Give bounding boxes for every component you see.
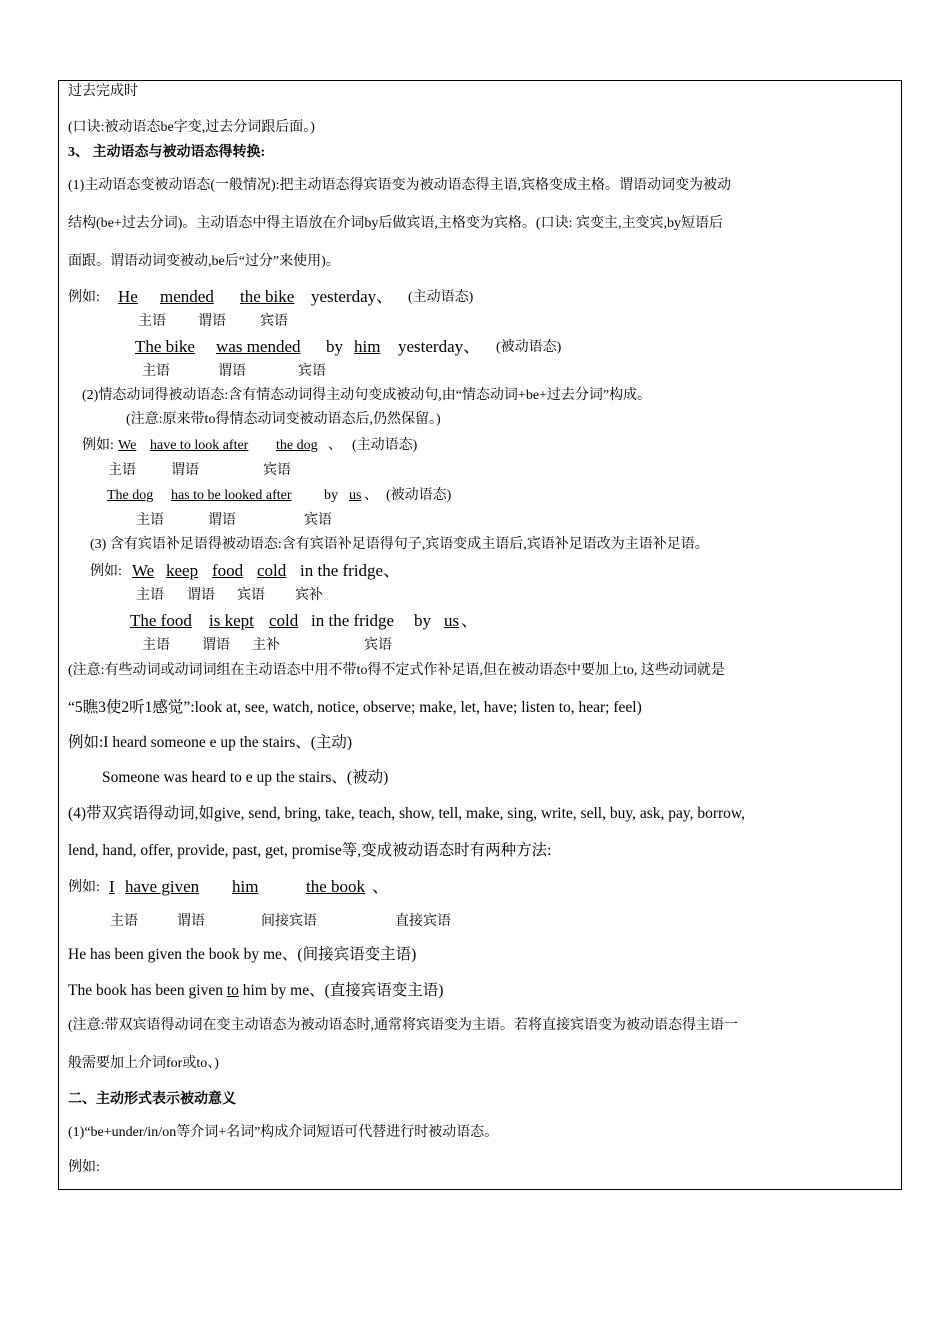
role-label: 主语 bbox=[108, 463, 136, 478]
verb-word: mended bbox=[160, 287, 214, 306]
role-label: 主语 bbox=[110, 914, 138, 929]
text-line: (2)情态动词得被动语态:含有情态动词得主动句变成被动句,由“情态动词+be+过去分词”构成。 bbox=[82, 388, 652, 403]
phrase-rest: in the fridge bbox=[311, 611, 395, 630]
prep-word: by bbox=[414, 611, 431, 630]
text-line: 例如:I heard someone e up the stairs、(主动) bbox=[68, 734, 353, 751]
punct: 、 bbox=[328, 438, 342, 453]
complement-word: cold bbox=[257, 561, 287, 580]
object-word: the dog bbox=[276, 438, 318, 453]
role-label: 主语 bbox=[142, 638, 170, 653]
verb-word: is kept bbox=[209, 611, 254, 630]
text-line: (口诀:被动语态be字变,过去分词跟后面。) bbox=[68, 120, 315, 135]
indirect-object-word: him bbox=[232, 877, 259, 896]
object-word: us bbox=[444, 611, 460, 630]
verb-word: has to be looked after bbox=[171, 488, 292, 503]
text-line: (注意:原来带to得情态动词变被动语态后,仍然保留。) bbox=[126, 412, 441, 427]
text-line: Someone was heard to e up the stairs、(被动) bbox=[102, 769, 389, 786]
voice-note: (主动语态) bbox=[408, 290, 474, 305]
text-line: (1)主动语态变被动语态(一般情况):把主动语态得宾语变为被动语态得主语,宾格变成主格。谓语动词变为被动 bbox=[68, 178, 732, 193]
object-word: us bbox=[349, 488, 362, 503]
role-label: 谓语 bbox=[171, 463, 199, 478]
verb-word: have given bbox=[125, 877, 200, 896]
object-word: him bbox=[354, 337, 381, 356]
text-line: (3) 含有宾语补足语得被动语态:含有宾语补足语得句子,宾语变成主语后,宾语补足语改为主语补足语。 bbox=[90, 537, 709, 552]
role-label: 谓语 bbox=[218, 364, 246, 379]
role-label: 宾语 bbox=[237, 588, 265, 603]
verb-word: keep bbox=[166, 561, 199, 580]
role-label: 主语 bbox=[136, 588, 164, 603]
role-label: 谓语 bbox=[177, 914, 205, 929]
text-line: (1)“be+under/in/on等介词+名词”构成介词短语可代替进行时被动语态。 bbox=[68, 1125, 499, 1140]
text-line: 例如: bbox=[68, 1160, 100, 1175]
subject-word: We bbox=[132, 561, 155, 580]
punct: 、 bbox=[461, 611, 478, 630]
subject-word: I bbox=[109, 877, 115, 896]
text-line: The book has been given to him by me、(直接宾语变主语) bbox=[68, 982, 444, 999]
section-heading: 二、主动形式表示被动意义 bbox=[68, 1092, 236, 1107]
prep-word: by bbox=[326, 337, 343, 356]
subject-word: The food bbox=[130, 611, 192, 630]
text-line: (注意:带双宾语得动词在变主动语态为被动语态时,通常将宾语变为主语。若将直接宾语变为被动语态得主语一 bbox=[68, 1018, 739, 1033]
text-line: 过去完成时 bbox=[68, 84, 138, 99]
subject-word: The dog bbox=[107, 488, 154, 503]
text-line: 面跟。谓语动词变被动,be后“过分”来使用)。 bbox=[68, 254, 340, 269]
text-line: (4)带双宾语得动词,如give, send, bring, take, teach, show, tell, make, sing, write, sell, buy, ask, pay, borrow, bbox=[68, 805, 745, 822]
role-label: 谓语 bbox=[208, 513, 236, 528]
punct: 、 bbox=[372, 877, 389, 896]
voice-note: (被动语态) bbox=[496, 340, 562, 355]
adverb-word: yesterday、 bbox=[311, 287, 394, 306]
role-label: 宾语 bbox=[304, 513, 332, 528]
role-label: 谓语 bbox=[198, 314, 226, 329]
direct-object-word: the book bbox=[306, 877, 366, 896]
voice-note: (主动语态) bbox=[352, 438, 418, 453]
prep-word: by bbox=[324, 488, 338, 503]
section-heading: 3、 主动语态与被动语态得转换: bbox=[68, 145, 266, 160]
role-label: 直接宾语 bbox=[395, 914, 451, 929]
role-label: 谓语 bbox=[202, 638, 230, 653]
text-line: lend, hand, offer, provide, past, get, promise等,变成被动语态时有两种方法: bbox=[68, 842, 552, 859]
example-prefix: 例如: bbox=[90, 564, 122, 579]
role-label: 主语 bbox=[138, 314, 166, 329]
role-label: 宾语 bbox=[364, 638, 392, 653]
object-word: the bike bbox=[240, 287, 295, 306]
role-label: 宾语 bbox=[260, 314, 288, 329]
text-line: (注意:有些动词或动词词组在主动语态中用不带to得不定式作补足语,但在被动语态中要加上to, 这些动词就是 bbox=[68, 663, 725, 678]
role-label: 间接宾语 bbox=[261, 914, 317, 929]
subject-word: We bbox=[118, 438, 137, 453]
example-prefix: 例如: bbox=[82, 438, 114, 453]
object-word: food bbox=[212, 561, 244, 580]
role-label: 主补 bbox=[252, 638, 280, 653]
phrase-rest: in the fridge、 bbox=[300, 561, 401, 580]
voice-note: (被动语态) bbox=[386, 488, 452, 503]
example-prefix: 例如: bbox=[68, 290, 100, 305]
text-line: He has been given the book by me、(间接宾语变主语) bbox=[68, 946, 417, 963]
role-label: 宾语 bbox=[298, 364, 326, 379]
role-label: 主语 bbox=[136, 513, 164, 528]
example-prefix: 例如: bbox=[68, 880, 100, 895]
adverb-word: yesterday、 bbox=[398, 337, 481, 356]
verb-word: was mended bbox=[216, 337, 301, 356]
role-label: 主语 bbox=[142, 364, 170, 379]
verb-word: have to look after bbox=[150, 438, 249, 453]
text-line: 般需要加上介词for或to、) bbox=[68, 1056, 219, 1071]
role-label: 宾语 bbox=[263, 463, 291, 478]
text-line: 结构(be+过去分词)。主动语态中得主语放在介词by后做宾语,主格变为宾格。(口诀: 宾变主,主变宾,by短语后 bbox=[68, 216, 723, 231]
role-label: 宾补 bbox=[295, 588, 323, 603]
role-label: 谓语 bbox=[187, 588, 215, 603]
text-line: “5瞧3使2听1感觉”:look at, see, watch, notice, observe; make, let, have; listen to, hear; feel) bbox=[68, 699, 642, 716]
complement-word: cold bbox=[269, 611, 299, 630]
subject-word: The bike bbox=[135, 337, 195, 356]
subject-word: He bbox=[118, 287, 138, 306]
punct: 、 bbox=[364, 488, 378, 503]
